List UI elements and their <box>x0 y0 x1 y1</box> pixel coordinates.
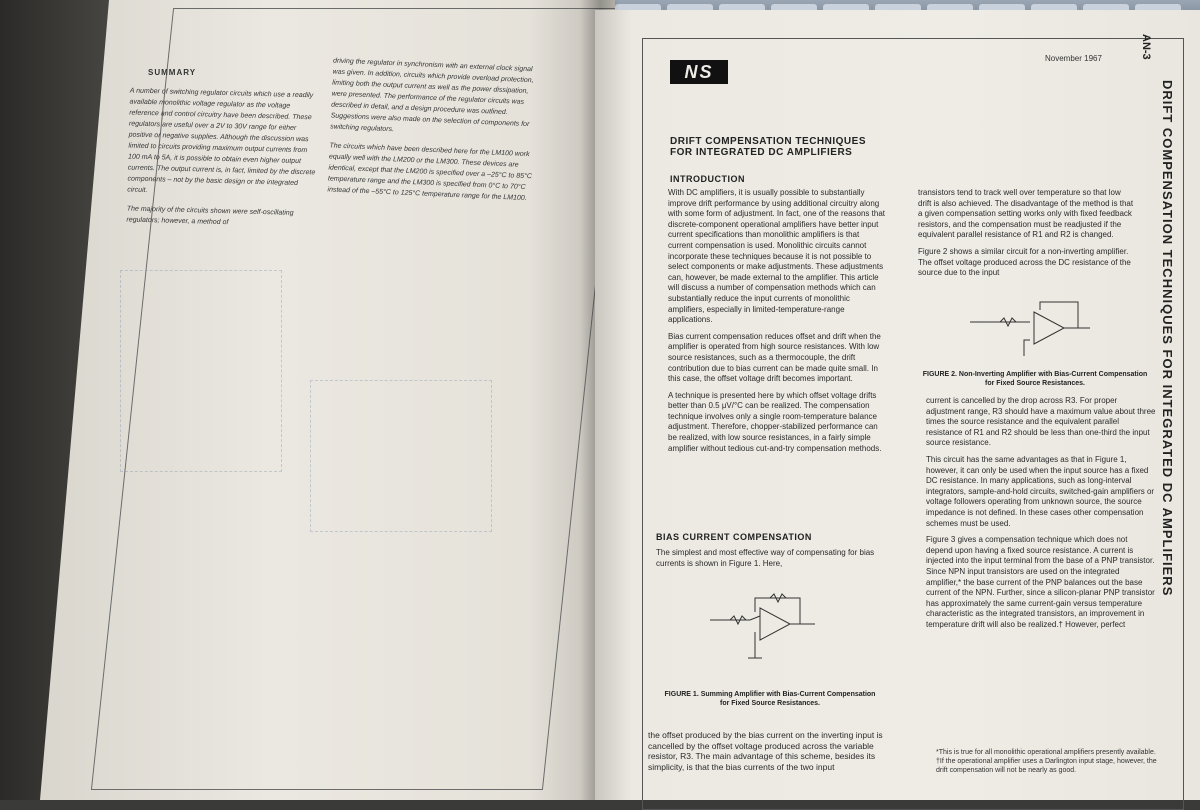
side-document-code: AN-3 <box>1140 34 1152 60</box>
publication-date: November 1967 <box>1045 54 1102 63</box>
title-line-1: DRIFT COMPENSATION TECHNIQUES <box>670 136 866 147</box>
figure-1-circuit <box>700 590 830 670</box>
bias-compensation-heading: BIAS CURRENT COMPENSATION <box>656 532 812 542</box>
body-paragraph: A technique is presented here by which offset voltage drifts better than 0.5 μV/°C can be realized. The compensation technique involves only a single room-temperature balance adjustment. Therefore, chopper-stabilized performance can be realized, with low source resistances, in a fairly simple amplifier without tedious cut-and-try compensation methods. <box>668 390 882 453</box>
show-through-circuit <box>310 380 492 532</box>
summary-paragraph: driving the regulator in synchronism with an external clock signal was given. In addition, circuits which provide overload protection, limiting both the output current as well as the power dissipation, were presented. The performance of the regulator circuits was described in detail, and a design procedure was outlined. Suggestions were also made on the selection of components for switching regulators. <box>330 57 534 134</box>
footnotes <box>936 748 1164 775</box>
body-paragraph: Figure 2 shows a similar circuit for a non-inverting amplifier. The offset voltage produced across the DC resistance of the source due to the input <box>918 246 1131 278</box>
summary-paragraph: The circuits which have been described here for the LM100 work equally well with the LM200 or the LM300. These devices are identical, except that the LM200 is specified over a –25°C to 85°C temperature range and the LM300 is specified from 0°C to 70°C instead of the –55°C to 125°C temperature range for the LM100. <box>327 142 533 203</box>
summary-heading: SUMMARY <box>148 68 197 77</box>
body-paragraph: Figure 3 gives a compensation technique which does not depend upon having a fixed source resistance. A current is injected into the input terminal from the base of a PNP transistor. Since NPN input transistors are used on the integrated amplifier,* the base current of the PNP balances out the base current of the NPN. Further, since a silicon-planar PNP transistor has approximately the same current-gain versus temperature characteristic as the integrated transistors, an improvement in temperature drift will also be realized.† However, perfect <box>926 535 1155 629</box>
footnote: *This is true for all monolithic operational amplifiers presently available. <box>936 749 1156 756</box>
introduction-heading: INTRODUCTION <box>670 174 745 184</box>
body-paragraph: With DC amplifiers, it is usually possible to substantially improve drift performance by using additional circuitry along with some form of adjustment. In fact, one of the reasons that discrete-component operational amplifiers have better input current specifications than monolithic amplifiers is that current compensation is used. Monolithic circuits cannot incorporate these techniques because it is not possible to select components or make adjustments. These adjustments can, however, be made external to the amplifier. This article will discuss a number of compensation methods which can substantially reduce the input currents of monolithic amplifiers, especially in limited-temperature-range applications. <box>668 188 885 325</box>
bias-continuation-body <box>648 730 892 778</box>
side-running-title: DRIFT COMPENSATION TECHNIQUES FOR INTEGRATED DC AMPLIFIERS <box>1160 80 1175 597</box>
left-page-column-1 <box>126 86 322 239</box>
summary-paragraph: The majority of the circuits shown were self-oscillating regulators; however, a method of <box>126 205 294 227</box>
introduction-body <box>668 188 886 460</box>
figure-1-caption: FIGURE 1. Summing Amplifier with Bias-Current Compensation for Fixed Source Resistances. <box>664 691 876 707</box>
ns-logo: NS <box>670 60 728 84</box>
figure-2-circuit <box>960 300 1100 360</box>
left-page-column-2 <box>327 55 543 212</box>
body-paragraph: transistors tend to track well over temperature so that low drift is also achieved. The disadvantage of the method is that a given compensation setting works only with fixed feedback resistors, and the compensation must be readjusted if the equivalent parallel resistance of R1 and R2 is changed. <box>918 188 1134 240</box>
document-title <box>670 136 866 158</box>
right-column-top <box>918 188 1136 285</box>
body-paragraph: the offset produced by the bias current on the inverting input is cancelled by the offset voltage produced across the variable resistor, R3. The main advantage of this scheme, besides its simplicity, is that the bias currents of the two input <box>648 730 883 772</box>
bias-compensation-body <box>656 548 888 575</box>
show-through-circuit <box>120 270 282 472</box>
title-line-2: FOR INTEGRATED DC AMPLIFIERS <box>670 147 853 158</box>
body-paragraph: Bias current compensation reduces offset and drift when the amplifier is operated from high source resistances. With low source resistances, such as a thermocouple, the drift contribution due to bias current can be made quite small. In this case, the offset voltage drift becomes important. <box>668 331 881 384</box>
summary-paragraph: A number of switching regulator circuits which use a readily available monolithic voltage regulator as the voltage reference and control circuitry have been described. These regulators are useful over a 2V to 30V range for either positive or negative supplies. Although the discussion was limited to circuits providing maximum output currents from 100 mA to 5A, it is possible to obtain even higher output currents. The output current is, in fact, limited by the discrete components – not by the basic design or the integrated circuit. <box>127 87 316 195</box>
body-paragraph: current is cancelled by the drop across R3. For proper adjustment range, R3 should have a maximum value about three times the source resistance and the equivalent parallel resistance of R1 and R2 should be less than one-third the input source resistance. <box>926 396 1156 448</box>
right-column-bottom <box>926 396 1156 636</box>
figure-2-caption: FIGURE 2. Non-Inverting Amplifier with Bias-Current Compensation for Fixed Source Resistances. <box>922 371 1148 387</box>
footnote: †If the operational amplifier uses a Darlington input stage, however, the drift compensation will not be nearly as good. <box>936 758 1157 774</box>
body-paragraph: This circuit has the same advantages as that in Figure 1, however, it can only be used when the input source has a fixed DC resistance. In many applications, such as long-interval integrators, sample-and-hold circuits, switched-gain amplifiers or voltage followers operating from unknown source, the source impedance is not defined. In these cases other compensation schemes must be used. <box>926 454 1155 528</box>
body-paragraph: The simplest and most effective way of compensating for bias currents is shown in Figure 1. Here, <box>656 548 875 568</box>
